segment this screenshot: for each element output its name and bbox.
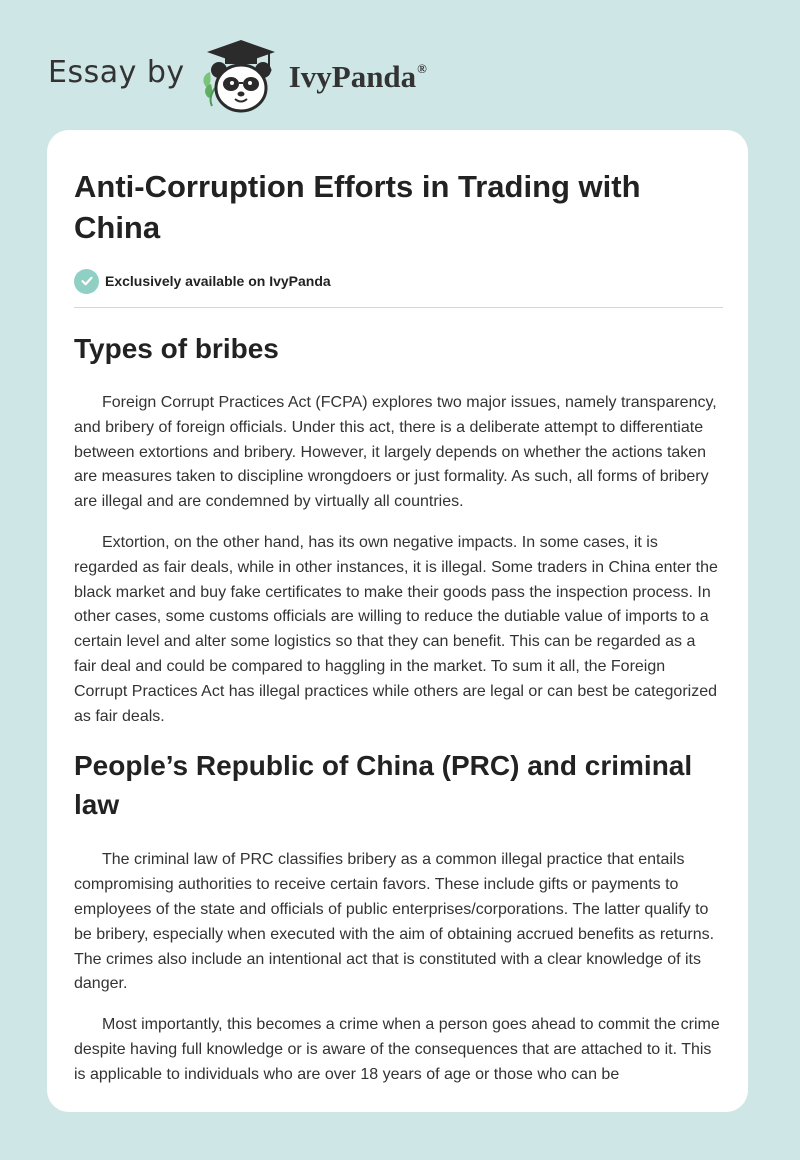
- paragraph: Foreign Corrupt Practices Act (FCPA) explores two major issues, namely transparency, and bribery of foreign officials. Under this act, there is a deliberate attempt to differentiate between extortions and bribery. However, it largely depends on whether the actions taken are measures taken to discipline wrongdoers or just formality. As such, all forms of bribery are illegal and are condemned by virtually all countries.: [74, 394, 717, 511]
- paragraph: Most importantly, this becomes a crime when a person goes ahead to commit the crime despite having full knowledge or is aware of the consequences that are attached to it. This is applicable to individuals who are over 18 years of age or those who can be: [74, 1016, 720, 1083]
- section-heading: People’s Republic of China (PRC) and criminal law: [74, 750, 693, 821]
- divider: [74, 307, 723, 308]
- paragraph: The criminal law of PRC classifies bribery as a common illegal practice that entails compromising authorities to receive certain favors. These include gifts or payments to employees of the state and officials of public enterprises/corporations. The latter qualify to be bribery, especially when executed with the aim of obtaining accrued benefits as returns. The crimes also include an intentional act that is constituted with a clear knowledge of its danger.: [74, 851, 715, 993]
- page-title: Anti-Corruption Efforts in Trading with China: [74, 169, 641, 245]
- exclusive-text: Exclusively available on IvyPanda: [105, 273, 331, 289]
- paragraph: Extortion, on the other hand, has its own negative impacts. In some cases, it is regarded as fair deals, while in other instances, it is illegal. Some traders in China enter the black market and buy fake certificates to make their goods pass the inspection process. In other cases, some customs officials are willing to reduce the dutiable value of imports to a certain level and alter some logistics so that they can benefit. This can be regarded as a fair deal and could be compared to haggling in the market. To sum it all, the Foreign Corrupt Practices Act has illegal practices while others are legal or can best be categorized as fair deals.: [74, 533, 718, 725]
- brand-name: [289, 59, 427, 95]
- essay-card: [47, 130, 748, 1112]
- brand-name-text: IvyPanda: [288, 59, 417, 94]
- exclusive-badge: [74, 268, 722, 294]
- brand-prefix: Essay by: [48, 54, 185, 90]
- check-icon: [74, 269, 99, 294]
- section-heading: Types of bribes: [74, 333, 279, 364]
- registered-mark: ®: [417, 61, 427, 76]
- essay-content: [74, 166, 722, 1088]
- site-header-brand[interactable]: [48, 36, 427, 116]
- panda-graduate-icon: [199, 36, 283, 116]
